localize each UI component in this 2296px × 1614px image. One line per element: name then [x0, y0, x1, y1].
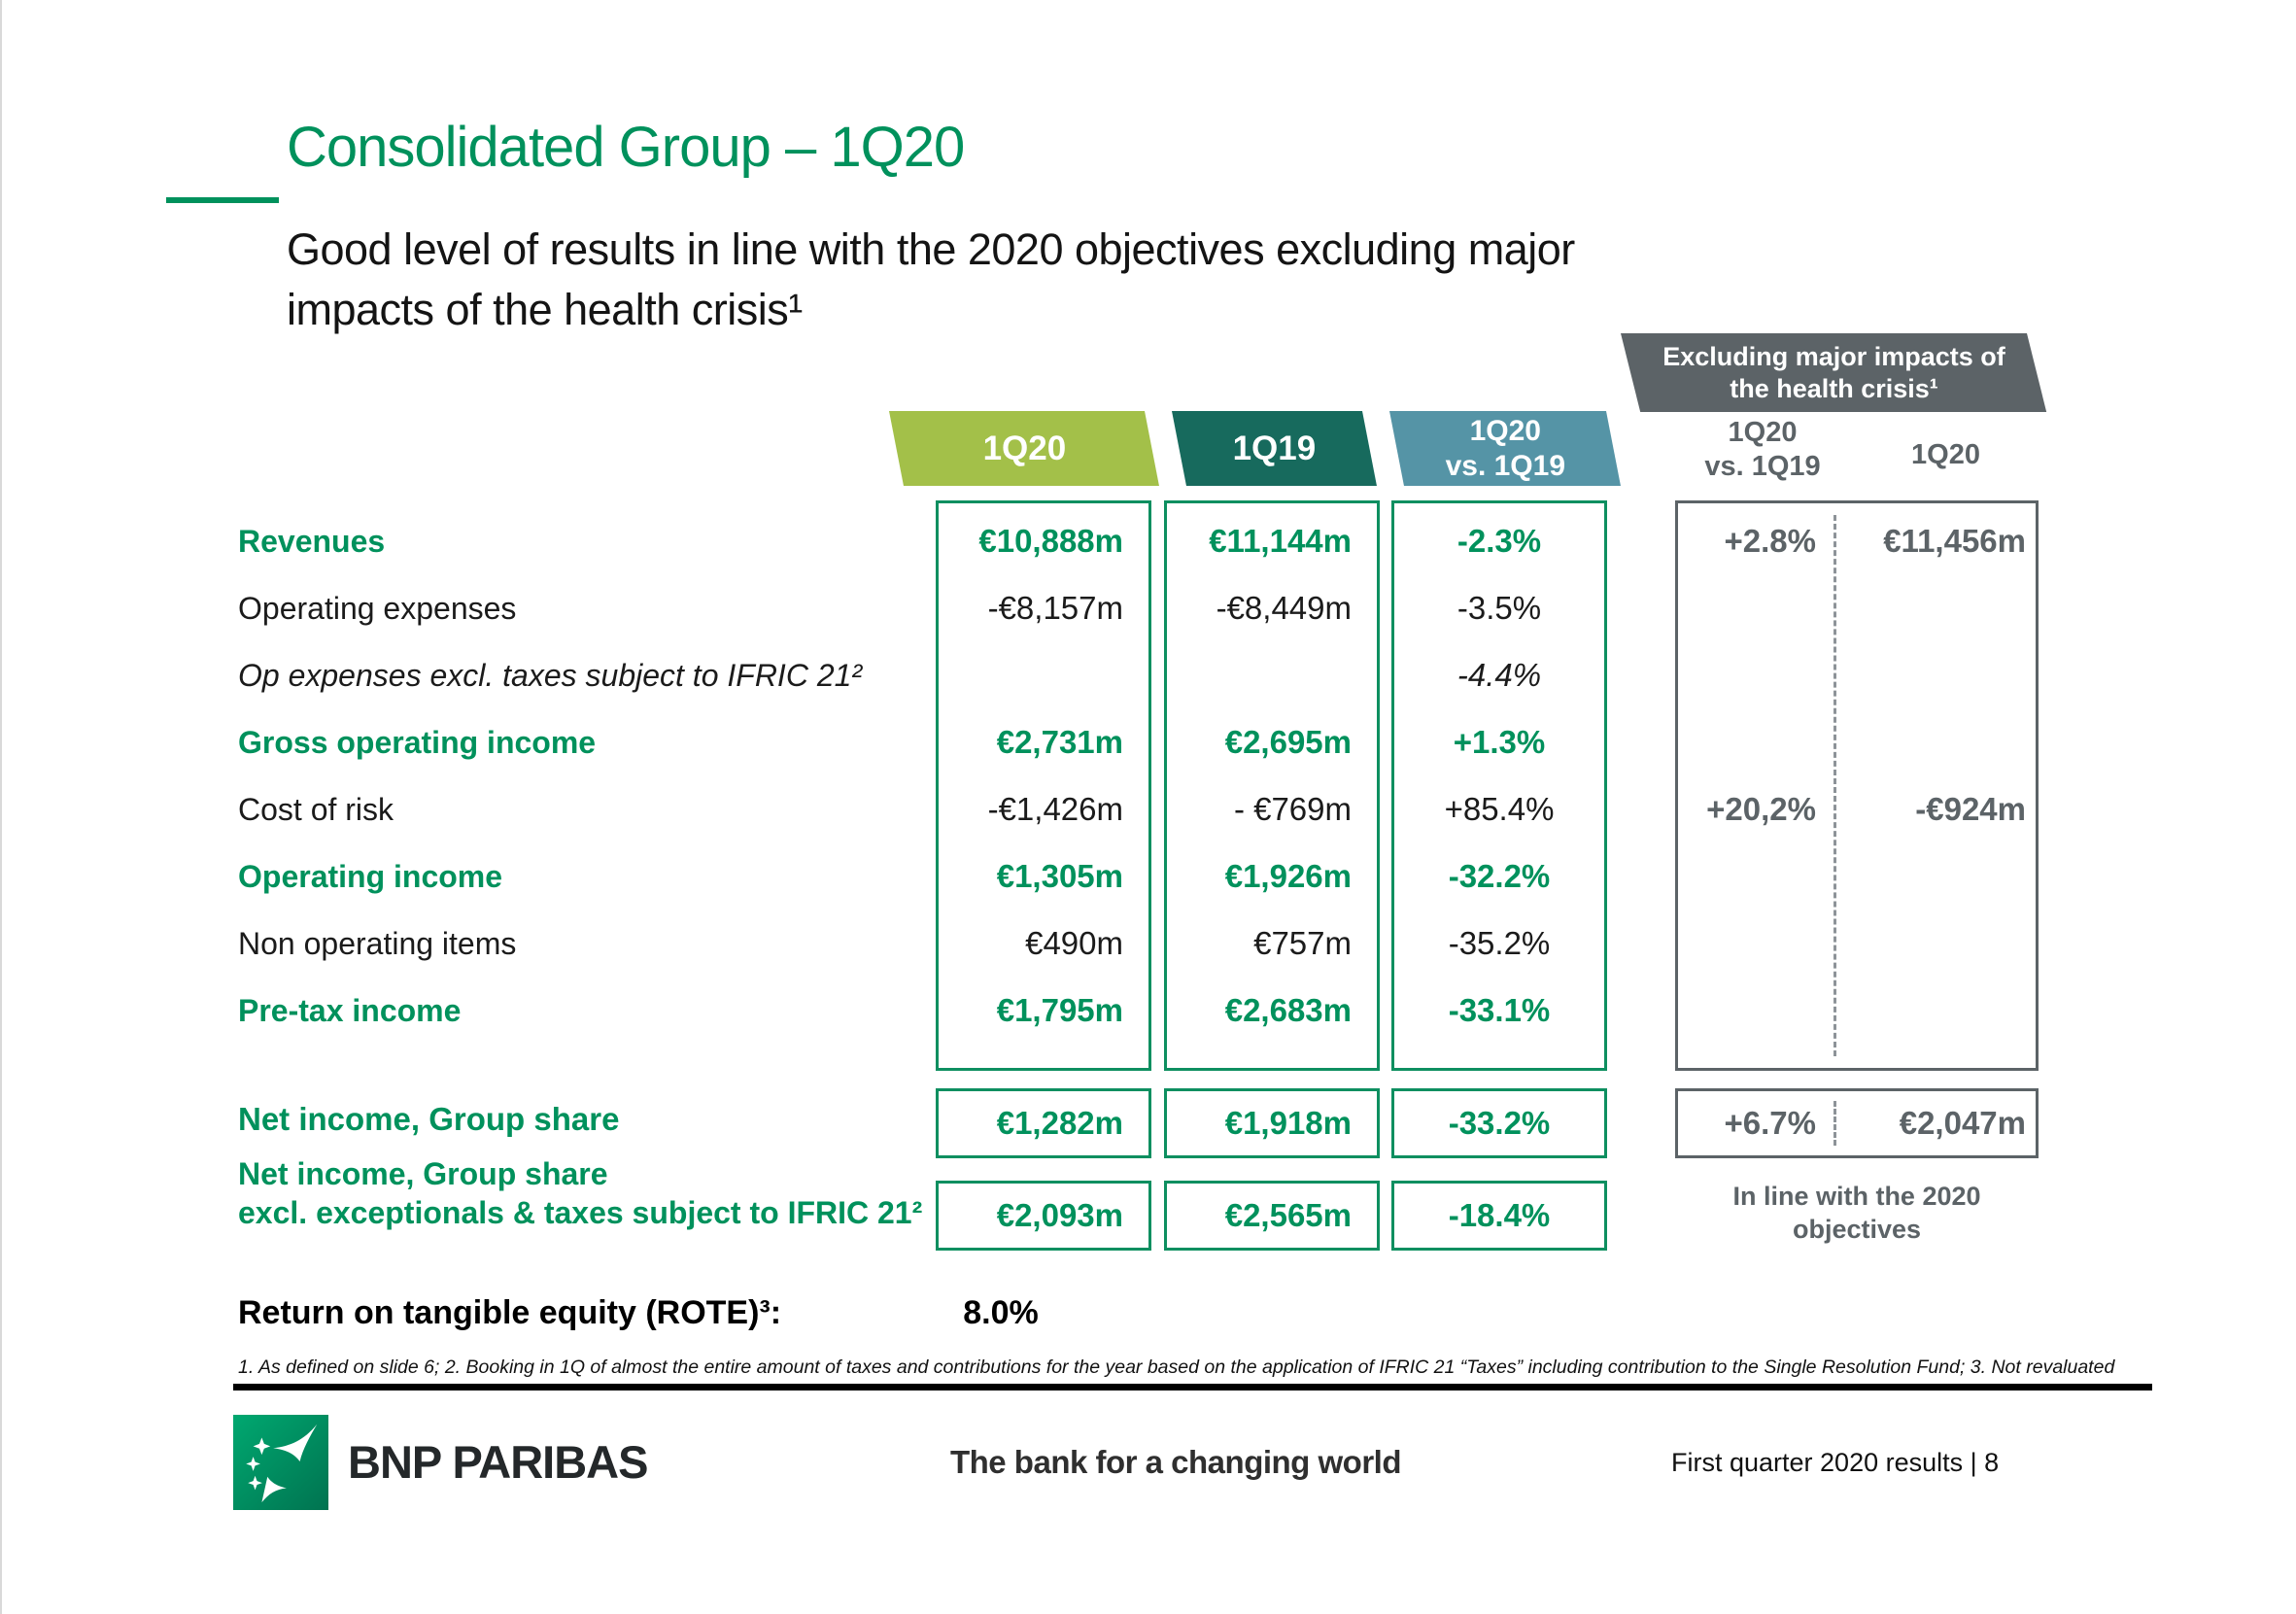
column-tab-1q19 — [1172, 411, 1377, 486]
value-1q19-pre-tax-income: €2,683m — [1224, 992, 1352, 1028]
column-tab-1q20-vs-1q19-label — [1445, 414, 1564, 484]
tab3-line1: 1Q20 — [1469, 414, 1541, 447]
in-line-note-line2: objectives — [1792, 1215, 1922, 1244]
pct-non-operating-items: -35.2% — [1448, 925, 1551, 961]
pct-revenues: -2.3% — [1456, 523, 1542, 559]
excluding-crisis-net-income-box — [1675, 1088, 2039, 1158]
subtitle-line2: impacts of the health crisis¹ — [287, 285, 803, 334]
value-1q20-revenues: €10,888m — [978, 523, 1123, 559]
value-1q20-pre-tax-income: €1,795m — [996, 992, 1123, 1028]
banner-line2: the health crisis¹ — [1729, 373, 1938, 403]
banner-line1: Excluding major impacts of — [1662, 341, 2005, 371]
rote-value: 8.0% — [963, 1294, 1039, 1331]
bnp-paribas-logo — [233, 1414, 328, 1511]
value-net-income-excl-1q19: €2,565m — [1224, 1197, 1352, 1233]
net-income-box-pct — [1391, 1088, 1607, 1158]
page-title: Consolidated Group – 1Q20 — [287, 116, 965, 179]
pct-operating-expenses: -3.5% — [1456, 590, 1542, 626]
excl-revenues-1q20: €11,456m — [1883, 523, 2026, 559]
footnote-rule — [233, 1384, 2152, 1391]
row-label-cost-of-risk: Cost of risk — [238, 792, 394, 827]
net-income-excl-line2: excl. exceptionals & taxes subject to IFRIC 21² — [238, 1195, 923, 1230]
value-1q19-revenues: €11,144m — [1209, 523, 1352, 559]
excl-cost-of-risk-1q20: -€924m — [1915, 791, 2026, 827]
in-line-note — [1675, 1180, 2039, 1246]
net-income-box-1q19 — [1164, 1088, 1380, 1158]
subtitle — [287, 220, 1575, 340]
excl-cost-of-risk-vs: +20,2% — [1706, 791, 1816, 827]
pct-net-income: -33.2% — [1448, 1105, 1551, 1141]
column-box-1q20-vs-1q19 — [1391, 500, 1607, 1071]
footnote: 1. As defined on slide 6; 2. Booking in 1Q of almost the entire amount of taxes and contributions for the year based on the application of IFRIC 21 “Taxes” including contribution to the Single Resolution Fund; 3. Not revaluated — [238, 1356, 2115, 1378]
row-label-non-operating-items: Non operating items — [238, 926, 517, 961]
brand-tagline: The bank for a changing world — [949, 1444, 1402, 1480]
excluding-crisis-banner-label — [1662, 341, 2005, 405]
value-1q19-operating-expenses: -€8,449m — [1216, 590, 1352, 626]
tab3-line2: vs. 1Q19 — [1445, 449, 1565, 482]
row-label-operating-income: Operating income — [238, 859, 503, 894]
value-1q20-operating-expenses: -€8,157m — [987, 590, 1123, 626]
brand-wordmark: BNP PARIBAS — [348, 1436, 648, 1488]
net-income-excl-box-1q20 — [936, 1181, 1151, 1251]
excl-net-income-1q20: €2,047m — [1899, 1105, 2026, 1141]
row-label-net-income-excl — [238, 1154, 922, 1232]
value-1q19-operating-income: €1,926m — [1224, 858, 1352, 894]
page-info: First quarter 2020 results | 8 — [1671, 1448, 2000, 1477]
value-net-income-1q20: €1,282m — [996, 1105, 1123, 1141]
pct-op-expenses-excl: -4.4% — [1456, 657, 1542, 693]
value-1q20-gross-operating-income: €2,731m — [996, 724, 1123, 760]
net-income-excl-box-pct — [1391, 1181, 1607, 1251]
pct-operating-income: -32.2% — [1448, 858, 1551, 894]
net-income-excl-box-1q19 — [1164, 1181, 1380, 1251]
slide-left-edge — [0, 0, 2, 1614]
column-box-1q19 — [1164, 500, 1380, 1071]
value-1q19-cost-of-risk: - €769m — [1233, 791, 1352, 827]
excl-header-1q20: 1Q20 — [1911, 439, 1980, 470]
excl-header-line1: 1Q20 — [1728, 417, 1798, 448]
rote-label: Return on tangible equity (ROTE)³: — [238, 1294, 782, 1331]
value-1q19-non-operating-items: €757m — [1253, 925, 1352, 961]
subtitle-line1: Good level of results in line with the 2020 objectives excluding major — [287, 224, 1575, 274]
column-tab-1q19-label: 1Q19 — [1232, 429, 1317, 467]
column-tab-1q20-vs-1q19 — [1389, 411, 1621, 486]
value-net-income-excl-1q20: €2,093m — [996, 1197, 1123, 1233]
row-label-gross-operating-income: Gross operating income — [238, 725, 597, 760]
pct-net-income-excl: -18.4% — [1448, 1197, 1551, 1233]
excluding-crisis-banner — [1621, 333, 2046, 412]
title-underline-dash — [166, 197, 279, 203]
excl-net-income-vs: +6.7% — [1724, 1105, 1816, 1141]
in-line-note-line1: In line with the 2020 — [1732, 1182, 1981, 1211]
column-tab-1q20 — [889, 411, 1159, 486]
pct-gross-operating-income: +1.3% — [1453, 724, 1546, 760]
pct-pre-tax-income: -33.1% — [1448, 992, 1551, 1028]
value-1q19-gross-operating-income: €2,695m — [1224, 724, 1352, 760]
excluding-crisis-box — [1675, 500, 2039, 1071]
row-label-net-income: Net income, Group share — [238, 1101, 620, 1137]
net-income-box-1q20 — [936, 1088, 1151, 1158]
value-net-income-1q19: €1,918m — [1224, 1105, 1352, 1141]
column-box-1q20 — [936, 500, 1151, 1071]
row-label-revenues: Revenues — [238, 524, 386, 559]
value-1q20-operating-income: €1,305m — [996, 858, 1123, 894]
excl-revenues-vs: +2.8% — [1724, 523, 1816, 559]
excl-header-line2: vs. 1Q19 — [1704, 451, 1821, 482]
excluding-crisis-box-divider — [1833, 515, 1836, 1056]
net-income-excl-line1: Net income, Group share — [238, 1156, 608, 1191]
row-label-op-expenses-excl: Op expenses excl. taxes subject to IFRIC 21² — [238, 658, 863, 693]
row-label-pre-tax-income: Pre-tax income — [238, 993, 462, 1028]
value-1q20-cost-of-risk: -€1,426m — [987, 791, 1123, 827]
column-tab-1q20-label: 1Q20 — [982, 429, 1066, 467]
pct-cost-of-risk: +85.4% — [1444, 791, 1555, 827]
row-label-operating-expenses: Operating expenses — [238, 591, 517, 626]
value-1q20-non-operating-items: €490m — [1025, 925, 1123, 961]
excl-header-1q20-vs-1q19 — [1675, 416, 1850, 484]
